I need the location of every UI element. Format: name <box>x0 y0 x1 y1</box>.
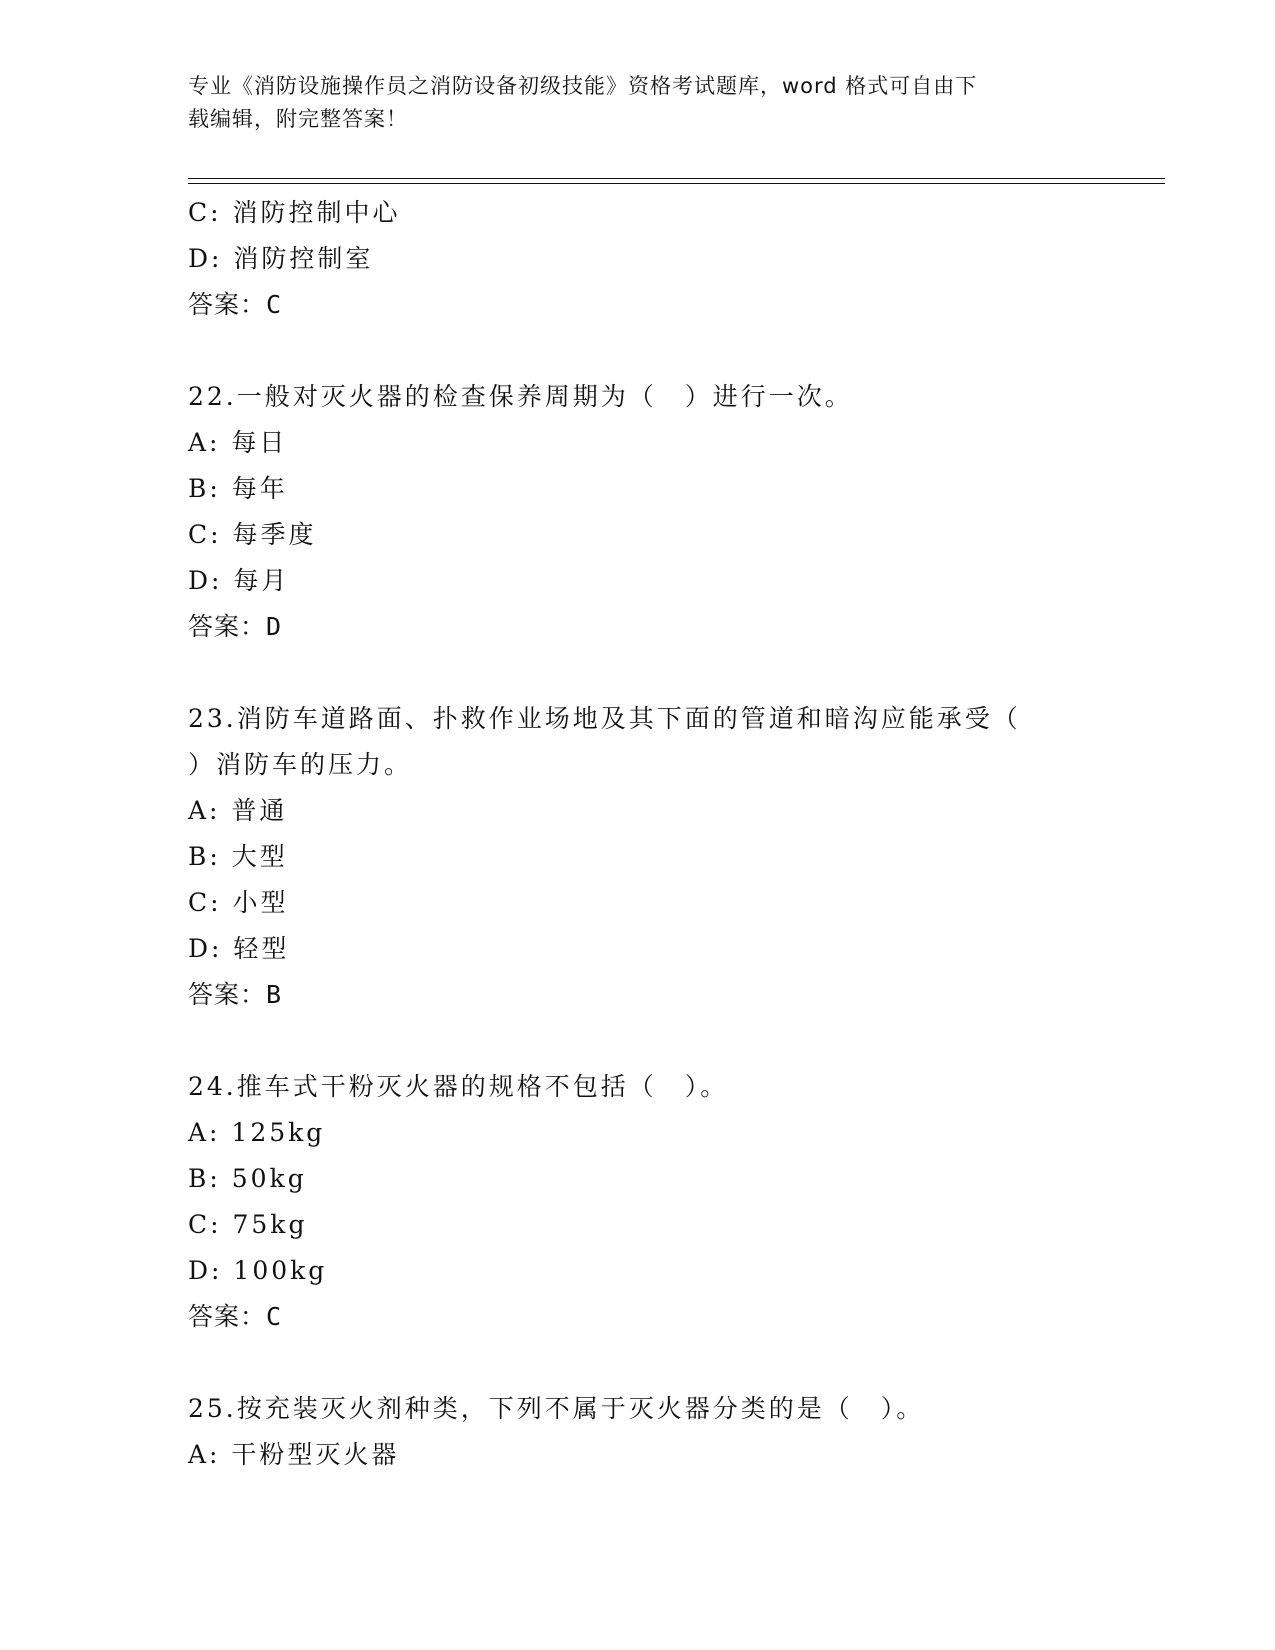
spacer <box>188 1340 1168 1386</box>
header-divider-bottom <box>188 183 1165 184</box>
question-21-continuation <box>188 190 1168 328</box>
option-a: A: 普通 <box>188 796 288 825</box>
header-line-2: 载编辑，附完整答案！ <box>188 107 408 131</box>
answer-line <box>188 972 1168 1018</box>
answer-value: C <box>266 1302 283 1331</box>
question-list <box>188 190 1168 1478</box>
option-a: A: 每日 <box>188 428 288 457</box>
option-b: B: 每年 <box>188 474 288 503</box>
document-header <box>188 70 1088 136</box>
question-23 <box>188 696 1168 1018</box>
answer-line <box>188 604 1168 650</box>
question-text: 25.按充装灭火剂种类，下列不属于灭火器分类的是（ ）。 <box>188 1394 925 1423</box>
answer-value: B <box>266 980 283 1009</box>
header-divider-top <box>188 178 1165 179</box>
answer-value: D <box>266 612 283 641</box>
answer-label: 答案： <box>188 290 267 319</box>
option-c: C: 消防控制中心 <box>188 198 401 227</box>
answer-line <box>188 282 1168 328</box>
option-c: C: 75kg <box>188 1210 308 1239</box>
question-text-line-2: ）消防车的压力。 <box>188 750 413 779</box>
answer-label: 答案： <box>188 1302 267 1331</box>
question-text: 22.一般对灭火器的检查保养周期为（ ）进行一次。 <box>188 382 853 411</box>
option-d: D: 轻型 <box>188 934 290 963</box>
answer-label: 答案： <box>188 612 267 641</box>
question-22 <box>188 374 1168 650</box>
option-b: B: 50kg <box>188 1164 307 1193</box>
option-d: D: 每月 <box>188 566 290 595</box>
option-d: D: 100kg <box>188 1256 328 1285</box>
answer-value: C <box>266 290 283 319</box>
spacer <box>188 650 1168 696</box>
option-b: B: 大型 <box>188 842 288 871</box>
question-text-line-1: 23.消防车道路面、扑救作业场地及其下面的管道和暗沟应能承受（ <box>188 704 1021 733</box>
answer-label: 答案： <box>188 980 267 1009</box>
option-a: A: 125kg <box>188 1118 326 1147</box>
question-text: 24.推车式干粉灭火器的规格不包括（ ）。 <box>188 1072 729 1101</box>
answer-line <box>188 1294 1168 1340</box>
question-24 <box>188 1064 1168 1340</box>
spacer <box>188 328 1168 374</box>
option-d: D: 消防控制室 <box>188 244 374 273</box>
option-c: C: 每季度 <box>188 520 317 549</box>
question-25 <box>188 1386 1168 1478</box>
header-line-1: 专业《消防设施操作员之消防设备初级技能》资格考试题库，word 格式可自由下 <box>188 74 978 98</box>
option-a: A: 干粉型灭火器 <box>188 1440 400 1469</box>
spacer <box>188 1018 1168 1064</box>
option-c: C: 小型 <box>188 888 289 917</box>
